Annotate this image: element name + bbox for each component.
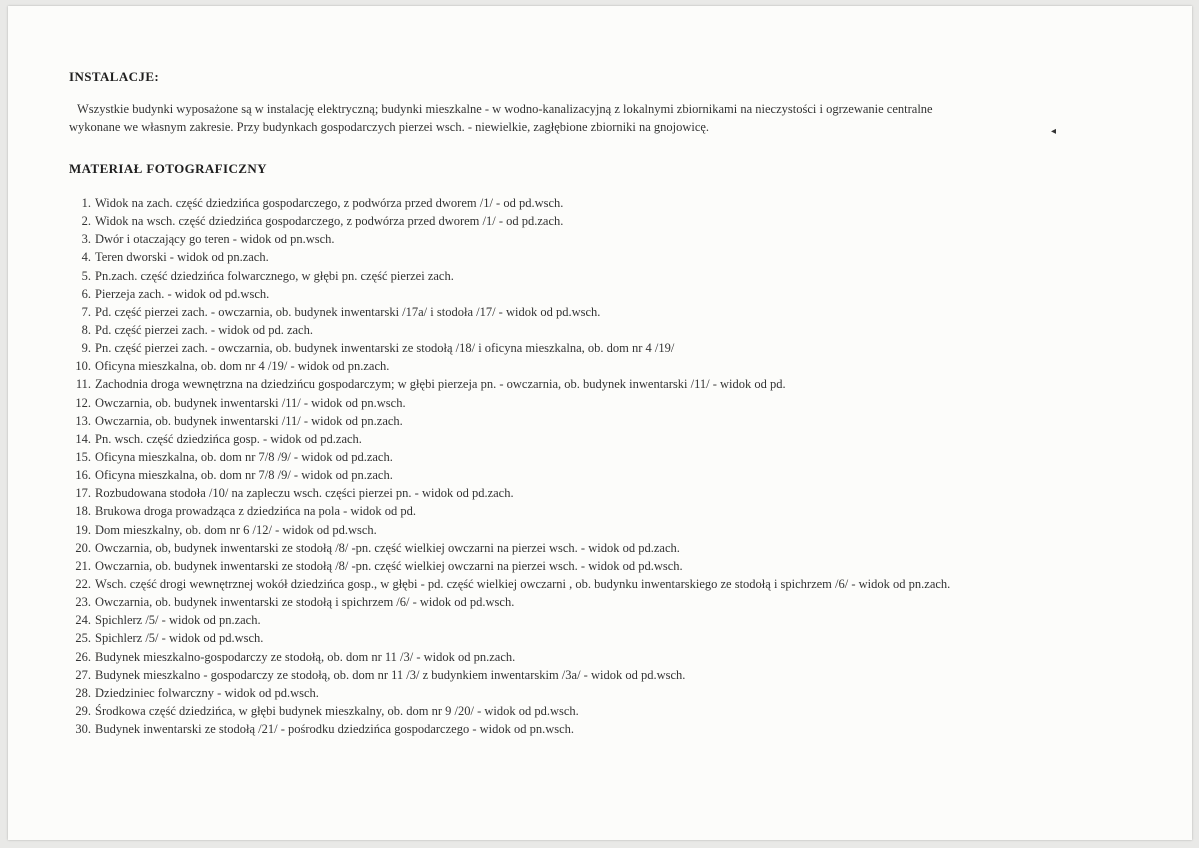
photo-list-item [69, 339, 1169, 357]
photo-item-text: Owczarnia, ob. budynek inwentarski ze stodołą i spichrzem /6/ - widok od pd.wsch. [95, 595, 515, 610]
photo-item-number: 1. [81, 196, 91, 210]
photo-item-text: Owczarnia, ob. budynek inwentarski /11/ - widok od pn.wsch. [95, 395, 406, 410]
photo-item-number: 5. [81, 268, 91, 283]
photo-item-number: 27. [75, 667, 91, 682]
photo-item-text: Dziedziniec folwarczny - widok od pd.wsch. [95, 685, 319, 700]
photo-item-number: 9. [81, 341, 91, 356]
photo-list-item [69, 194, 1169, 212]
photo-item-number: 28. [75, 685, 91, 700]
photo-list-item [69, 267, 1169, 285]
photo-item-number: 14. [75, 431, 91, 446]
photo-item-text: Widok na zach. część dziedzińca gospodarczego, z podwórza przed dworem /1/ - od pd.wsch. [95, 196, 564, 210]
photo-item-text: Rozbudowana stodoła /10/ na zapleczu wsch. części pierzei pn. - widok od pd.zach. [95, 486, 514, 501]
photo-list-item [69, 285, 1169, 303]
photo-item-text: Brukowa droga prowadząca z dziedzińca na pola - widok od pd. [95, 504, 417, 519]
photo-item-number: 13. [75, 413, 91, 428]
photo-list-item [69, 230, 1169, 248]
photo-item-text: Spichlerz /5/ - widok od pd.wsch. [95, 631, 264, 646]
photo-item-text: Budynek inwentarski ze stodołą /21/ - pośrodku dziedzińca gospodarczego - widok od pn.wsch. [95, 722, 575, 737]
photo-list-item [69, 720, 1169, 738]
photo-item-number: 25. [75, 631, 91, 646]
photo-item-text: Pd. część pierzei zach. - owczarnia, ob. budynek inwentarski /17a/ i stodoła /17/ - widok od pd.wsch. [95, 304, 601, 319]
photo-list-item [69, 466, 1169, 484]
photo-item-text: Widok na wsch. część dziedzińca gospodarczego, z podwórza przed dworem /1/ - od pd.zach. [95, 214, 564, 229]
photo-item-text: Dwór i otaczający go teren - widok od pn.wsch. [95, 232, 335, 247]
photo-item-number: 23. [75, 595, 91, 610]
photo-item-number: 12. [75, 395, 91, 410]
photo-list-item [69, 593, 1169, 611]
photo-list-item [69, 375, 1169, 393]
photo-item-text: Wsch. część drogi wewnętrznej wokół dziedzińca gosp., w głębi - pd. część wielkiej owczarni , ob. budynku inwentarskiego ze stodołą i spichrzem /6/ - widok od pn.zach. [95, 576, 951, 591]
photo-item-number: 10. [75, 359, 91, 374]
section-title-material: MATERIAŁ FOTOGRAFICZNY [69, 161, 267, 176]
photo-item-number: 29. [75, 703, 91, 718]
photo-list-item [69, 430, 1169, 448]
photo-list-item [69, 575, 1169, 593]
instalacje-line-1: Wszystkie budynki wyposażone są w instalację elektryczną; budynki mieszkalne - w wodno-kanalizacyjną z lokalnymi zbiornikami na nieczystości i ogrzewanie centralne [77, 102, 933, 116]
instalacje-paragraph [69, 100, 1149, 136]
photo-item-text: Teren dworski - widok od pn.zach. [95, 250, 269, 265]
photo-list-item [69, 394, 1169, 412]
instalacje-line-2: wykonane we własnym zakresie. Przy budynkach gospodarczych pierzei wsch. - niewielkie, zagłębione zbiorniki na gnojowicę. [69, 120, 710, 134]
photo-item-number: 4. [81, 250, 91, 265]
photo-item-text: Środkowa część dziedzińca, w głębi budynek mieszkalny, ob. dom nr 9 /20/ - widok od pd.wsch. [95, 703, 579, 718]
photo-item-number: 24. [75, 613, 91, 628]
photo-item-number: 3. [81, 232, 91, 247]
photo-item-number: 20. [75, 540, 91, 555]
photo-item-number: 16. [75, 468, 91, 483]
photo-item-text: Spichlerz /5/ - widok od pn.zach. [95, 613, 261, 628]
photo-item-number: 7. [81, 304, 91, 319]
photo-item-text: Budynek mieszkalno-gospodarczy ze stodołą, ob. dom nr 11 /3/ - widok od pn.zach. [95, 649, 516, 664]
photo-item-number: 15. [75, 449, 91, 464]
photo-item-text: Oficyna mieszkalna, ob. dom nr 4 /19/ - widok od pn.zach. [95, 359, 390, 374]
photo-item-number: 17. [75, 486, 91, 501]
photo-item-text: Oficyna mieszkalna, ob. dom nr 7/8 /9/ - widok od pn.zach. [95, 468, 393, 483]
photo-list-item [69, 212, 1169, 230]
photo-list-item [69, 448, 1169, 466]
photo-item-text: Dom mieszkalny, ob. dom nr 6 /12/ - widok od pd.wsch. [95, 522, 377, 537]
photo-item-text: Pn. wsch. część dziedzińca gosp. - widok od pd.zach. [95, 431, 362, 446]
photo-item-text: Zachodnia droga wewnętrzna na dziedzińcu gospodarczym; w głębi pierzeja pn. - owczarnia, ob. budynek inwentarski /11/ - widok od pd. [95, 377, 786, 392]
photo-item-text: Pn.zach. część dziedzińca folwarcznego, w głębi pn. część pierzei zach. [95, 268, 454, 283]
photo-list-item [69, 521, 1169, 539]
photo-list-item [69, 557, 1169, 575]
photo-list-item [69, 611, 1169, 629]
photo-item-text: Budynek mieszkalno - gospodarczy ze stodołą, ob. dom nr 11 /3/ z budynkiem inwentarskim /3a/ - widok od pd.wsch. [95, 667, 686, 682]
photo-list-item [69, 648, 1169, 666]
photo-item-number: 11. [75, 377, 91, 392]
stray-mark: ◂ [1051, 126, 1057, 137]
photo-list-item [69, 321, 1169, 339]
photo-item-text: Pn. część pierzei zach. - owczarnia, ob. budynek inwentarski ze stodołą /18/ i oficyna mieszkalna, ob. dom nr 4 /19/ [95, 341, 675, 356]
photo-item-number: 19. [75, 522, 91, 537]
photo-list-item [69, 502, 1169, 520]
photo-item-text: Oficyna mieszkalna, ob. dom nr 7/8 /9/ - widok od pd.zach. [95, 449, 393, 464]
section-title-instalacje: INSTALACJE: [69, 69, 160, 84]
photo-list-item [69, 702, 1169, 720]
photo-item-number: 8. [81, 322, 91, 337]
photo-item-text: Owczarnia, ob, budynek inwentarski ze stodołą /8/ -pn. część wielkiej owczarni na pierzei wsch. - widok od pd.zach. [95, 540, 680, 555]
photo-item-number: 21. [75, 558, 91, 573]
photo-item-text: Pd. część pierzei zach. - widok od pd. zach. [95, 322, 313, 337]
photo-item-text: Pierzeja zach. - widok od pd.wsch. [95, 286, 270, 301]
photo-list-item [69, 412, 1169, 430]
photo-item-text: Owczarnia, ob. budynek inwentarski ze stodołą /8/ -pn. część wielkiej owczarni na pierzei wsch. - widok od pd.wsch. [95, 558, 683, 573]
photo-list-item [69, 666, 1169, 684]
photo-list-item [69, 248, 1169, 266]
photo-item-number: 30. [75, 722, 91, 737]
photo-item-number: 6. [81, 286, 91, 301]
photo-item-number: 18. [75, 504, 91, 519]
photo-list-item [69, 357, 1169, 375]
photo-item-text: Owczarnia, ob. budynek inwentarski /11/ - widok od pn.zach. [95, 413, 403, 428]
photo-list [69, 194, 1169, 738]
photo-list-item [69, 539, 1169, 557]
photo-item-number: 26. [75, 649, 91, 664]
photo-item-number: 22. [75, 576, 91, 591]
document-page [8, 6, 1192, 840]
photo-list-item [69, 303, 1169, 321]
photo-list-item [69, 684, 1169, 702]
photo-list-item [69, 484, 1169, 502]
photo-item-number: 2. [81, 214, 91, 229]
photo-list-item [69, 629, 1169, 647]
